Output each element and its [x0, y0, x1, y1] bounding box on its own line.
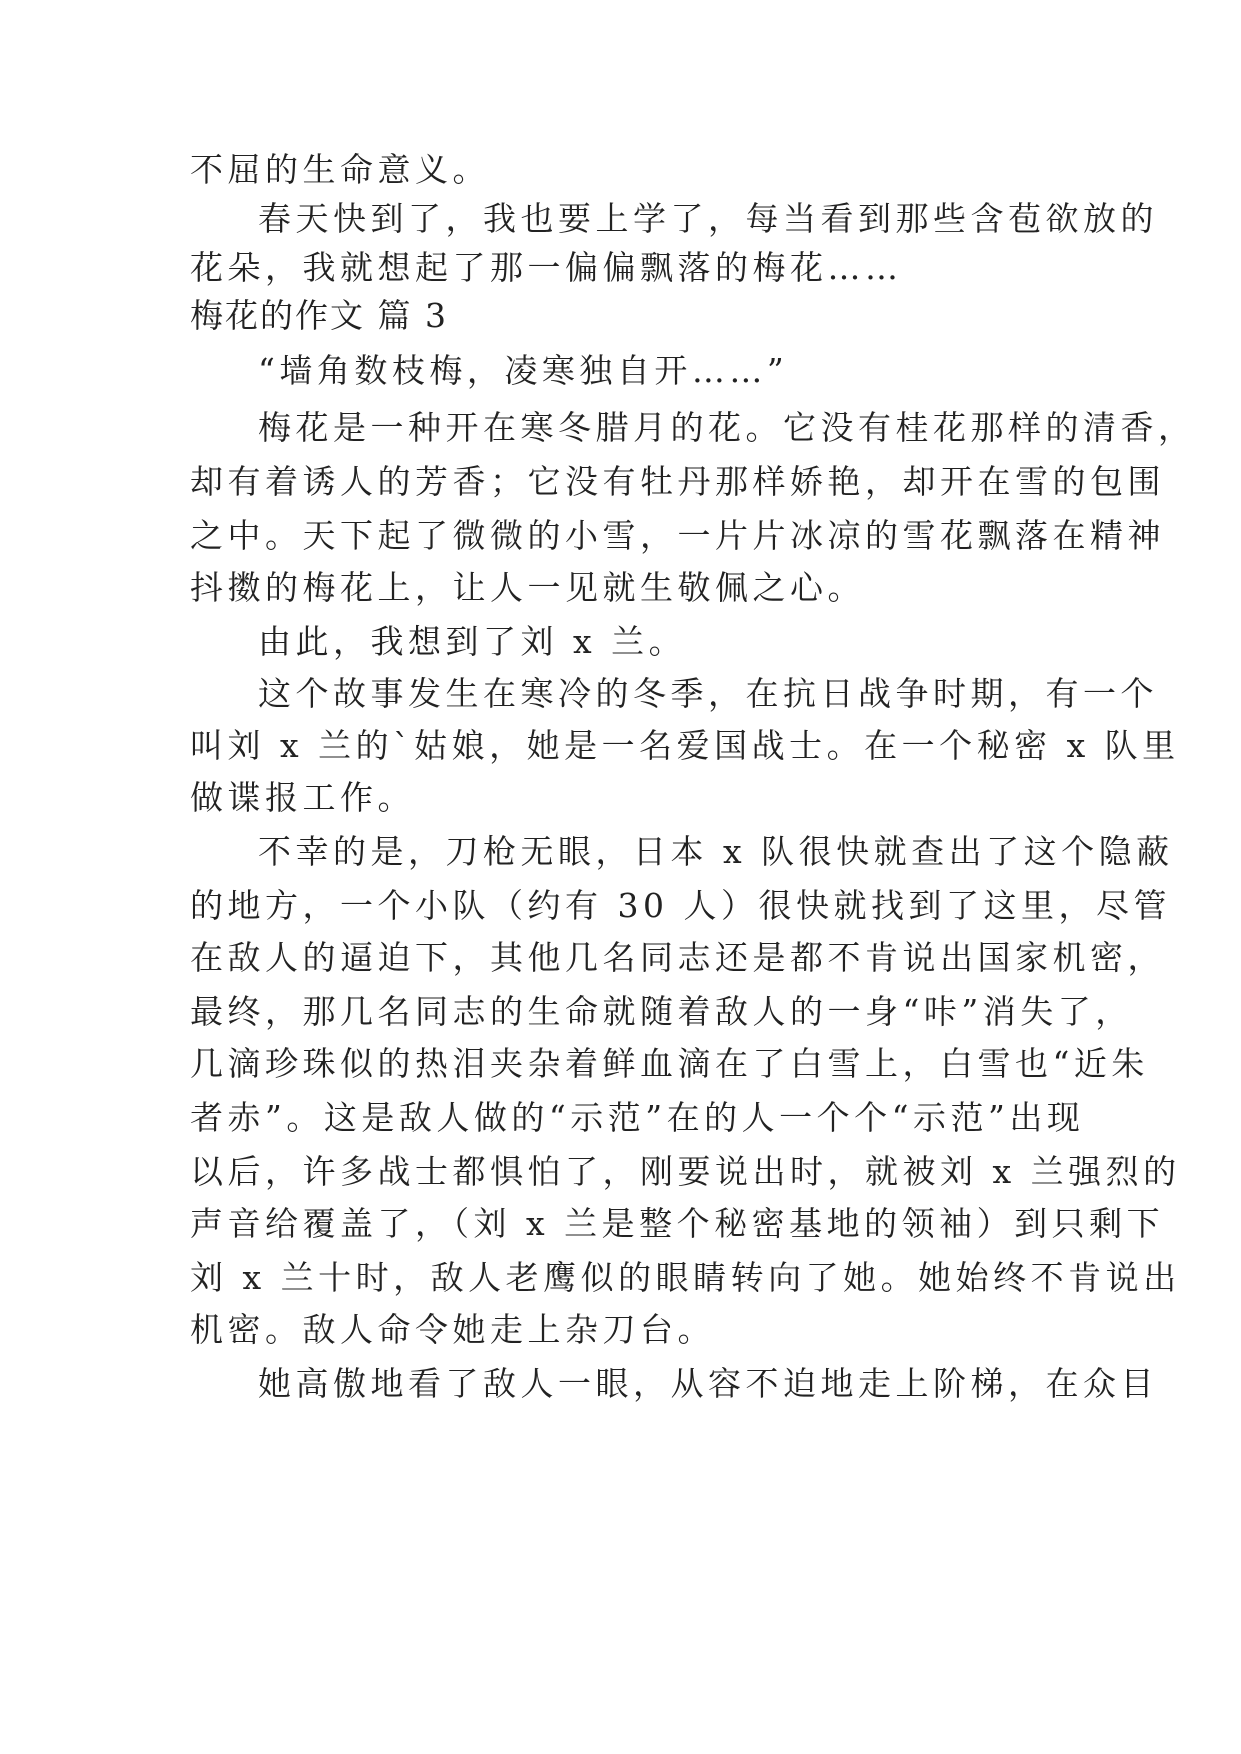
- text-line: 她高傲地看了敌人一眼，从容不迫地走上阶梯，在众目: [258, 1364, 1158, 1403]
- text-line: 做谍报工作。: [190, 778, 415, 817]
- text-line: 最终，那几名同志的生命就随着敌人的一身“咔”消失了，: [190, 992, 1133, 1031]
- text-line: 由此，我想到了刘 x 兰。: [258, 622, 687, 661]
- text-line: 却有着诱人的芳香；它没有牡丹那样娇艳，却开在雪的包围: [190, 462, 1165, 501]
- text-line: 刘 x 兰十时，敌人老鹰似的眼睛转向了她。她始终不肯说出: [190, 1258, 1181, 1297]
- text-line: 梅花是一种开在寒冬腊月的花。它没有桂花那样的清香，: [258, 408, 1196, 447]
- text-line: 的地方，一个小队（约有 30 人）很快就找到了这里，尽管: [190, 886, 1171, 925]
- quote-line: “墙角数枝梅，凌寒独自开……”: [258, 351, 789, 390]
- text-line: 者赤”。这是敌人做的“示范”在的人一个个“示范”出现: [190, 1098, 1085, 1137]
- text-line: 机密。敌人命令她走上杂刀台。: [190, 1310, 715, 1349]
- text-line: 声音给覆盖了，（刘 x 兰是整个秘密基地的领袖）到只剩下: [190, 1204, 1165, 1243]
- text-line: 在敌人的逼迫下，其他几名同志还是都不肯说出国家机密，: [190, 938, 1165, 977]
- text-line: 不幸的是，刀枪无眼，日本 x 队很快就查出了这个隐蔽: [258, 832, 1174, 871]
- text-line: 叫刘 x 兰的`姑娘，她是一名爱国战士。在一个秘密 x 队里: [190, 726, 1180, 765]
- text-line: 以后，许多战士都惧怕了，刚要说出时，就被刘 x 兰强烈的: [190, 1152, 1181, 1191]
- text-line: 不屈的生命意义。: [190, 150, 490, 189]
- text-line: 花朵，我就想起了那一偏偏飘落的梅花……: [190, 248, 903, 287]
- section-heading: 梅花的作文 篇 3: [190, 296, 448, 335]
- text-line: 之中。天下起了微微的小雪，一片片冰凉的雪花飘落在精神: [190, 516, 1165, 555]
- text-line: 这个故事发生在寒冷的冬季，在抗日战争时期，有一个: [258, 674, 1158, 713]
- text-line: 几滴珍珠似的热泪夹杂着鲜血滴在了白雪上，白雪也“近朱: [190, 1044, 1149, 1083]
- text-line: 春天快到了，我也要上学了，每当看到那些含苞欲放的: [258, 199, 1158, 238]
- text-line: 抖擞的梅花上，让人一见就生敬佩之心。: [190, 568, 865, 607]
